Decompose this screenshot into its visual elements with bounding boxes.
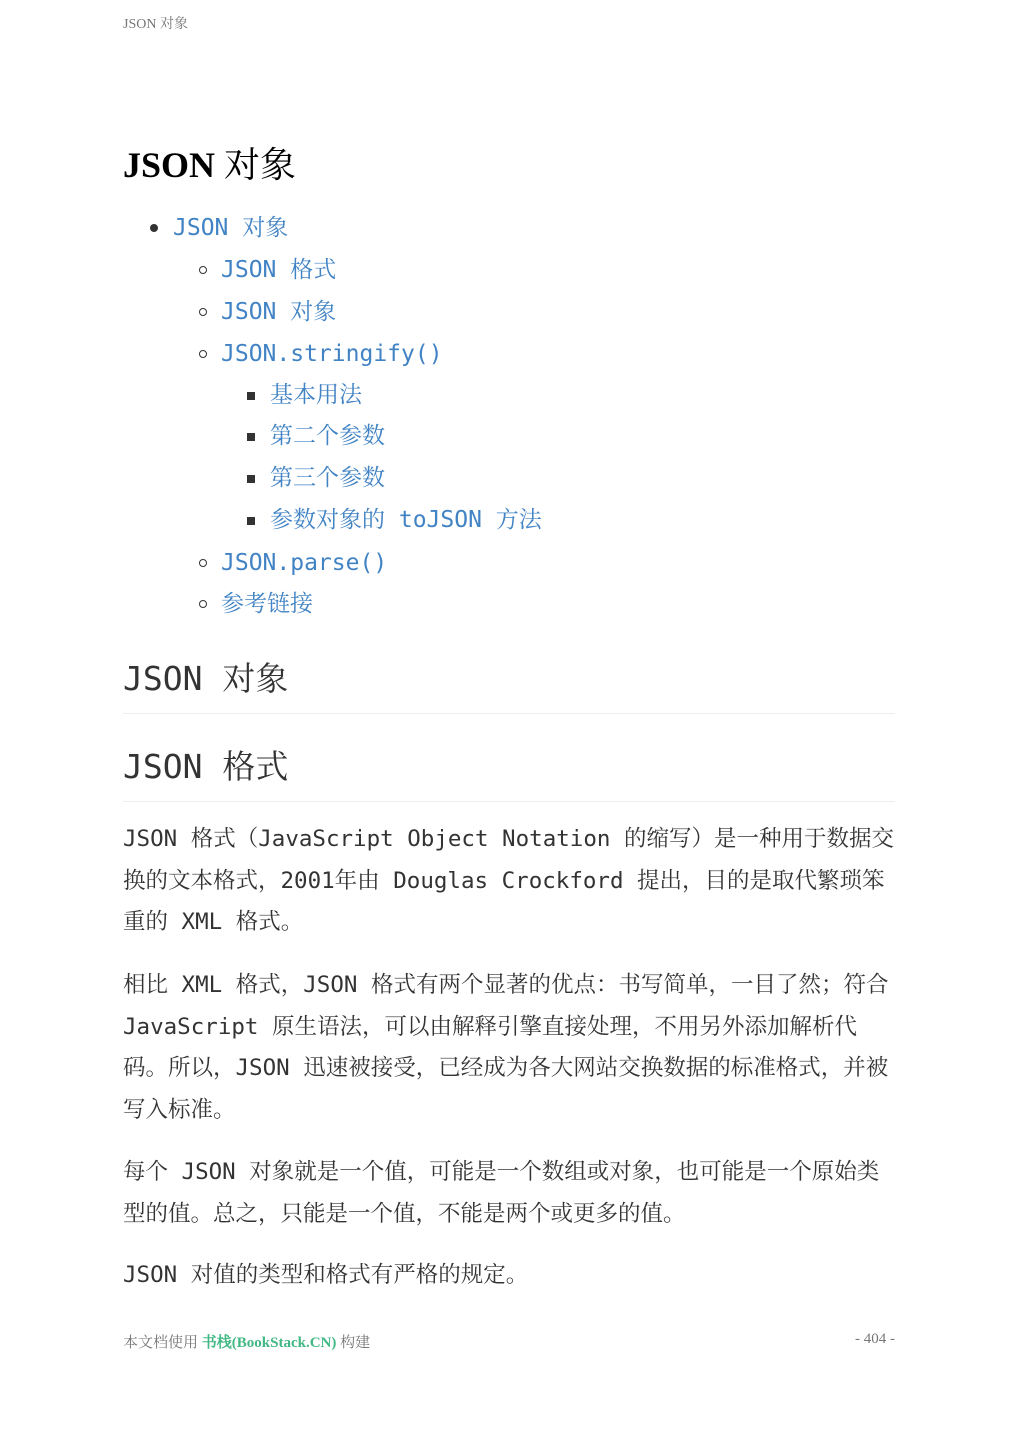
toc-link-json-format[interactable]: JSON 格式: [221, 257, 337, 283]
toc-item-json-object-sub: [221, 296, 336, 328]
paragraph-advantages: 相比 XML 格式，JSON 格式有两个显著的优点：书写简单，一目了然；符合 JavaScript 原生语法，可以由解释引擎直接处理，不用另外添加解析代码。所以，JSON 迅速被接受，已经成为各大网站交换数据的标准格式，并被写入标准。: [123, 972, 889, 1124]
heading-divider: [123, 713, 895, 714]
circle-bullet-icon: [199, 350, 207, 358]
toc-item-second-param: [270, 420, 385, 452]
toc-item-json-format: [221, 254, 336, 286]
toc-link-tojson-method[interactable]: 参数对象的 toJSON 方法: [270, 507, 542, 533]
toc-link-json-stringify[interactable]: JSON.stringify(): [221, 341, 443, 367]
footer-prefix: 本文档使用: [123, 1335, 199, 1351]
circle-bullet-icon: [199, 266, 207, 274]
toc-item-basic-usage: [270, 379, 362, 411]
toc-item-references: [221, 588, 313, 620]
page-title: [123, 142, 296, 188]
toc-link-json-parse[interactable]: JSON.parse(): [221, 550, 388, 576]
page-title-cjk: 对象: [224, 145, 297, 185]
paragraph-strict-rules: JSON 对值的类型和格式有严格的规定。: [123, 1262, 529, 1288]
heading-divider: [123, 801, 895, 802]
square-bullet-icon: [247, 433, 255, 441]
footer-bookstack-link[interactable]: 书栈(BookStack.CN): [201, 1335, 337, 1351]
toc-link-json-object-sub[interactable]: JSON 对象: [221, 299, 337, 325]
paragraph-intro: JSON 格式（JavaScript Object Notation 的缩写）是一种用于数据交换的文本格式，2001年由 Douglas Crockford 提出，目的是取代繁琐笨重的 XML 格式。: [123, 826, 894, 936]
square-bullet-icon: [247, 517, 255, 525]
circle-bullet-icon: [199, 559, 207, 567]
footer-suffix: 构建: [340, 1335, 371, 1351]
circle-bullet-icon: [199, 600, 207, 608]
toc-item-json-parse: [221, 547, 387, 579]
disc-bullet-icon: [150, 224, 158, 232]
section-heading-json-format: JSON 格式: [123, 747, 289, 786]
toc-link-basic-usage[interactable]: 基本用法: [270, 382, 362, 408]
circle-bullet-icon: [199, 308, 207, 316]
page-title-latin: JSON: [123, 145, 216, 185]
toc-link-third-param[interactable]: 第三个参数: [270, 465, 385, 491]
toc-item-json-stringify: [221, 338, 443, 370]
running-header: JSON 对象: [123, 17, 188, 32]
toc-item-json-object: [173, 212, 288, 244]
toc-link-references[interactable]: 参考链接: [221, 591, 313, 617]
toc-item-third-param: [270, 462, 385, 494]
footer-credit: [123, 1331, 370, 1352]
page-number: - 404 -: [855, 1331, 895, 1347]
section-heading-json-object: JSON 对象: [123, 659, 289, 698]
toc-item-tojson-method: [270, 504, 542, 536]
toc-link-json-object[interactable]: JSON 对象: [173, 215, 289, 241]
paragraph-single-value: 每个 JSON 对象就是一个值，可能是一个数组或对象，也可能是一个原始类型的值。总之，只能是一个值，不能是两个或更多的值。: [123, 1159, 880, 1227]
toc-link-second-param[interactable]: 第二个参数: [270, 423, 385, 449]
square-bullet-icon: [247, 392, 255, 400]
square-bullet-icon: [247, 475, 255, 483]
